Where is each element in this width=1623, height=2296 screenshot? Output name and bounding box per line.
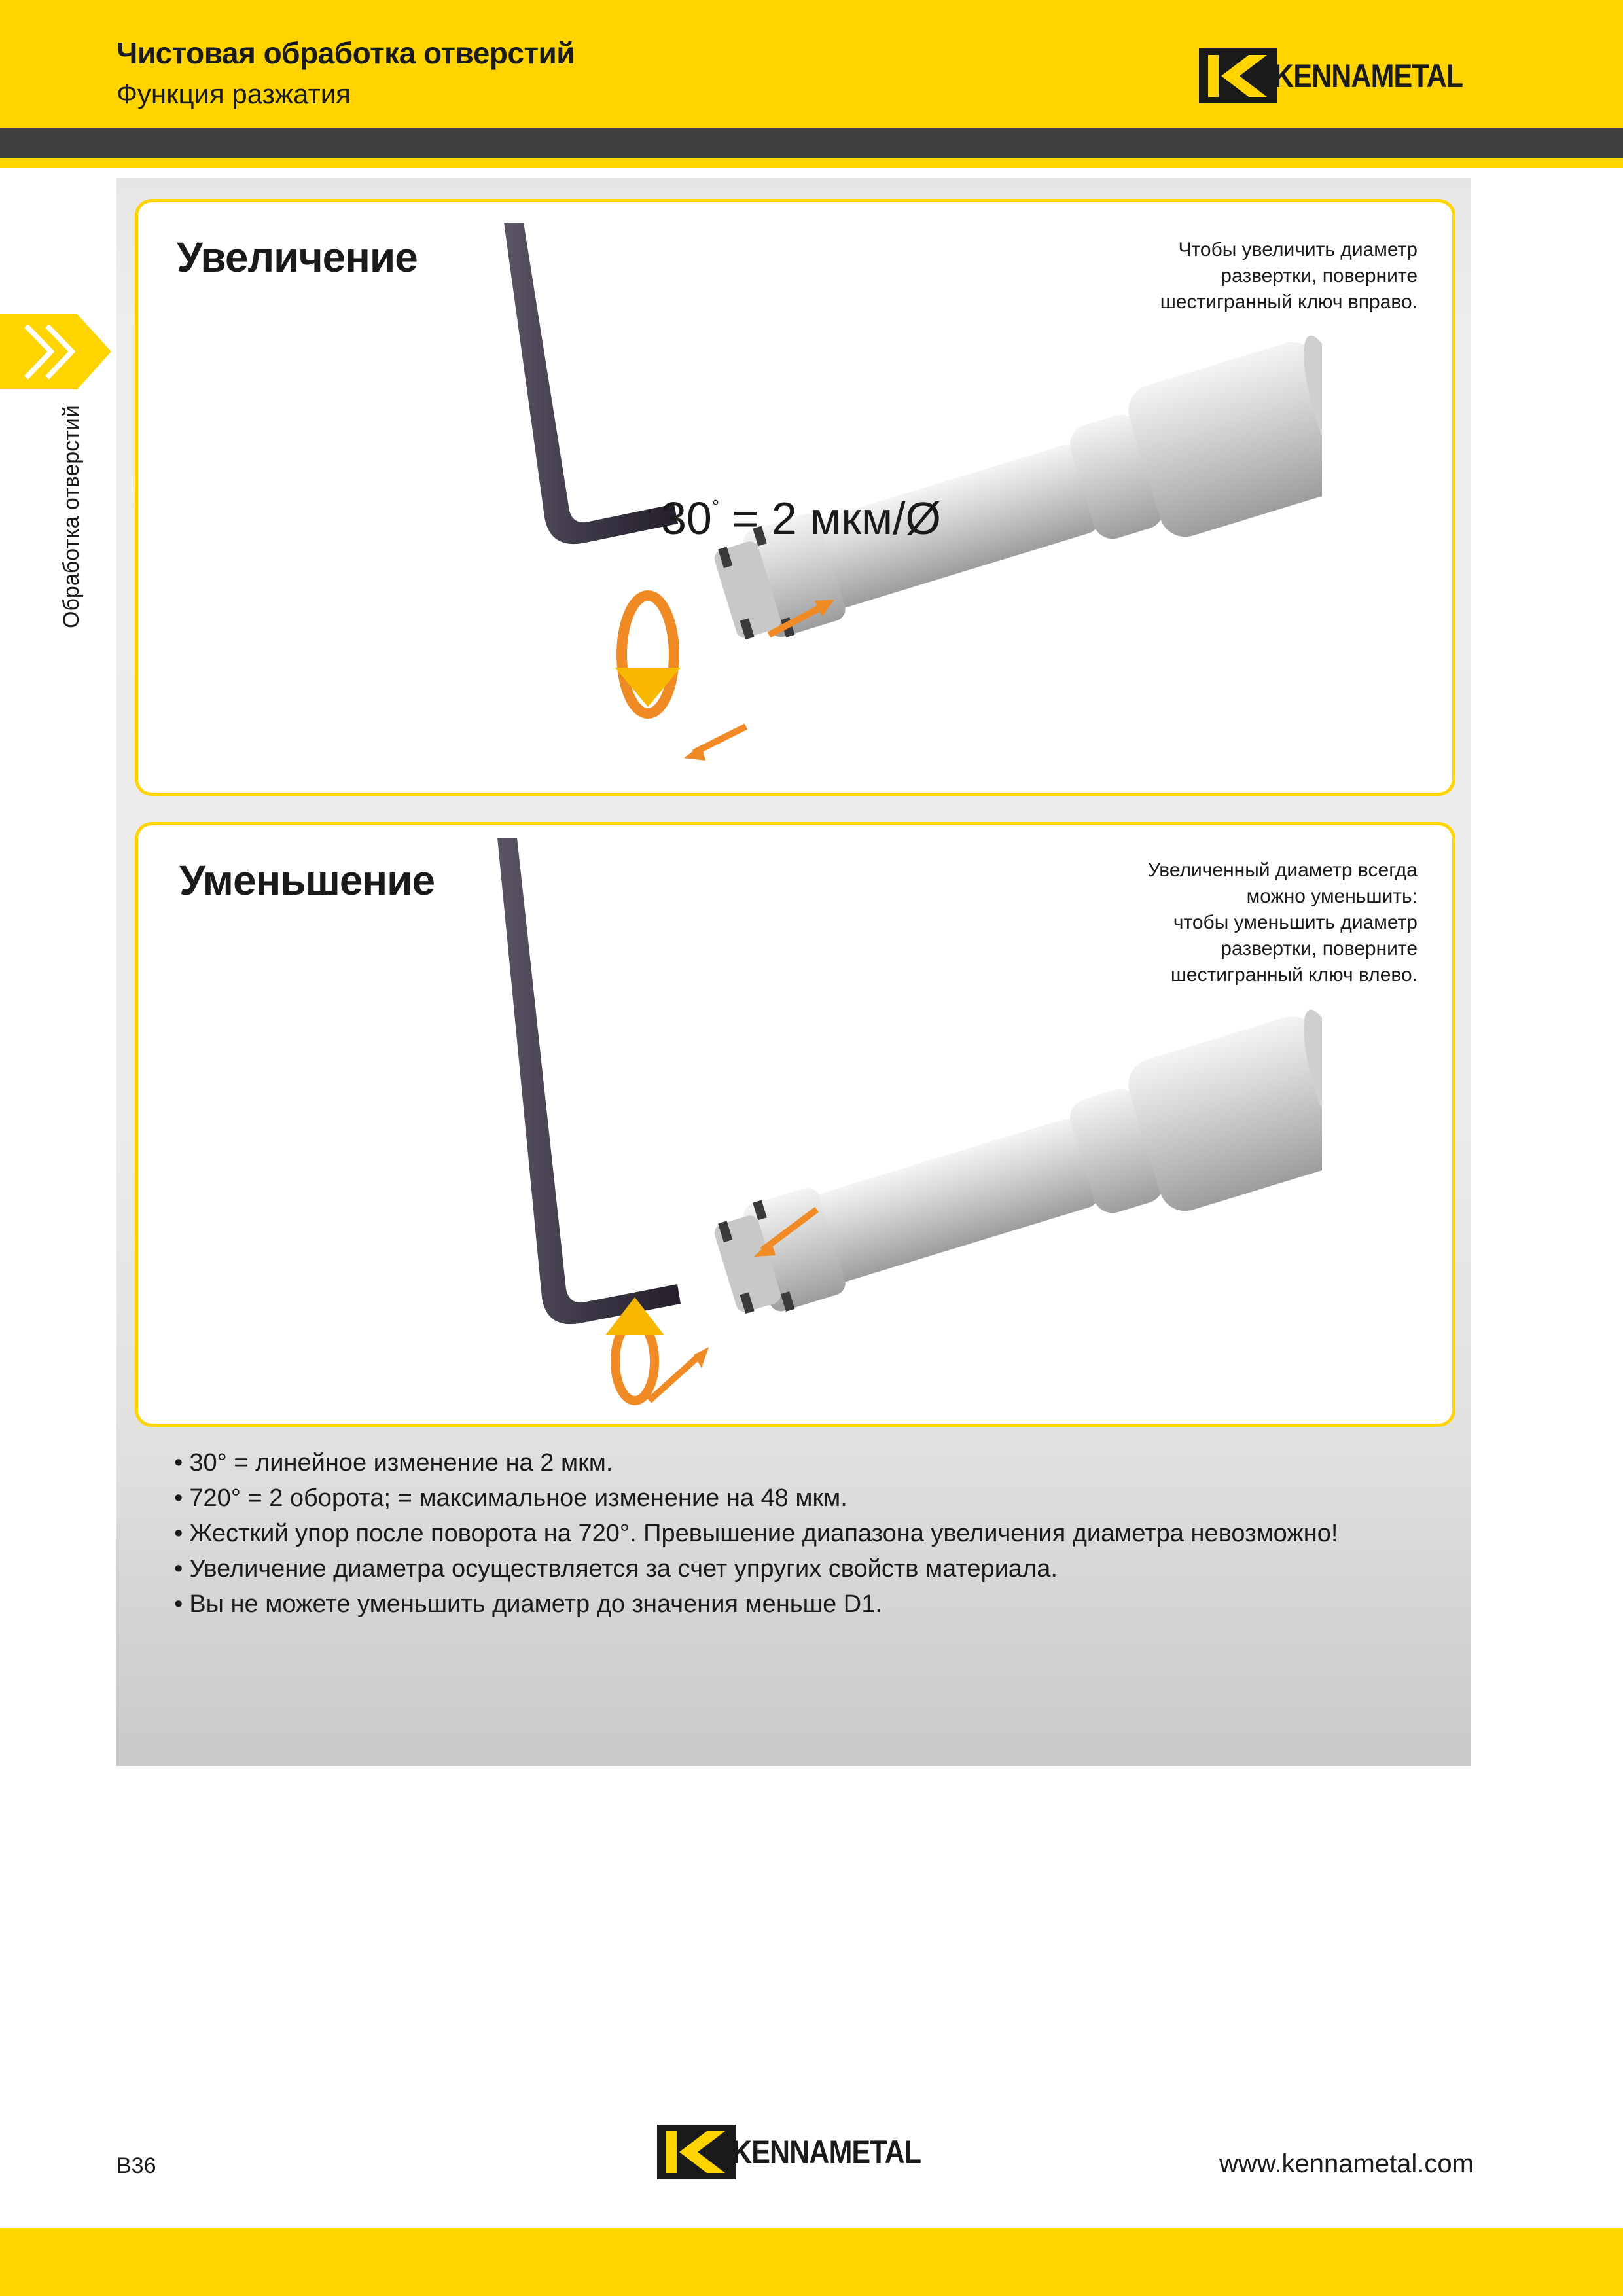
- formula-rest: = 2 мкм/Ø: [719, 493, 942, 544]
- hex-key: [504, 223, 678, 544]
- note-line: развертки, поверните: [1221, 938, 1418, 960]
- page-number: B36: [116, 2153, 156, 2178]
- notes-list: [174, 1445, 1338, 1622]
- note-line: можно уменьшить:: [1246, 886, 1418, 907]
- note-line: чтобы уменьшить диаметр: [1173, 912, 1418, 933]
- kennametal-k-icon: [1199, 48, 1277, 103]
- list-item: • 30° = линейное изменение на 2 мкм.: [174, 1445, 1338, 1480]
- list-item: • Вы не можете уменьшить диаметр до значения меньше D1.: [174, 1587, 1338, 1622]
- note-line: Увеличенный диаметр всегда: [1147, 859, 1418, 881]
- note-line: шестигранный ключ вправо.: [1160, 291, 1418, 313]
- hex-key: [497, 838, 681, 1324]
- logo-wordmark: KENNAMETAL: [732, 2134, 921, 2170]
- reamer-body: [703, 1005, 1322, 1346]
- rotation-arrow-icon: [615, 596, 681, 713]
- document-title: Чистовая обработка отверстий: [116, 36, 575, 70]
- kennametal-k-icon: [657, 2125, 736, 2179]
- note-line: шестигранный ключ влево.: [1170, 964, 1418, 986]
- header-dark-stripe: [0, 128, 1623, 158]
- card-increase-title: Увеличение: [177, 234, 418, 281]
- header-yellow-stripe: [0, 158, 1623, 168]
- kennametal-logo: [1199, 48, 1493, 103]
- footer-band: [0, 2228, 1623, 2296]
- note-line: Чтобы увеличить диаметр: [1178, 239, 1418, 260]
- formula-value: 30: [661, 493, 712, 544]
- section-tab-chevron-icon: [0, 314, 111, 389]
- footer-kennametal-logo: [657, 2125, 952, 2179]
- side-section-label: Обработка отверстий: [59, 405, 84, 628]
- card-decrease-title: Уменьшение: [179, 857, 435, 904]
- reamer-decrease-illustration: [458, 831, 1322, 1420]
- website-link[interactable]: www.kennametal.com: [1219, 2149, 1474, 2178]
- formula: [661, 492, 941, 545]
- note-line: развертки, поверните: [1221, 265, 1418, 287]
- list-item: • Жесткий упор после поворота на 720°. Превышение диапазона увеличения диаметра невозможно!: [174, 1516, 1338, 1551]
- logo-wordmark: KENNAMETAL: [1274, 58, 1463, 94]
- list-item: • 720° = 2 оборота; = максимальное изменение на 48 мкм.: [174, 1480, 1338, 1516]
- list-item: • Увеличение диаметра осуществляется за счет упругих свойств материала.: [174, 1551, 1338, 1587]
- document-subtitle: Функция разжатия: [116, 79, 351, 109]
- formula-degree: °: [711, 496, 720, 516]
